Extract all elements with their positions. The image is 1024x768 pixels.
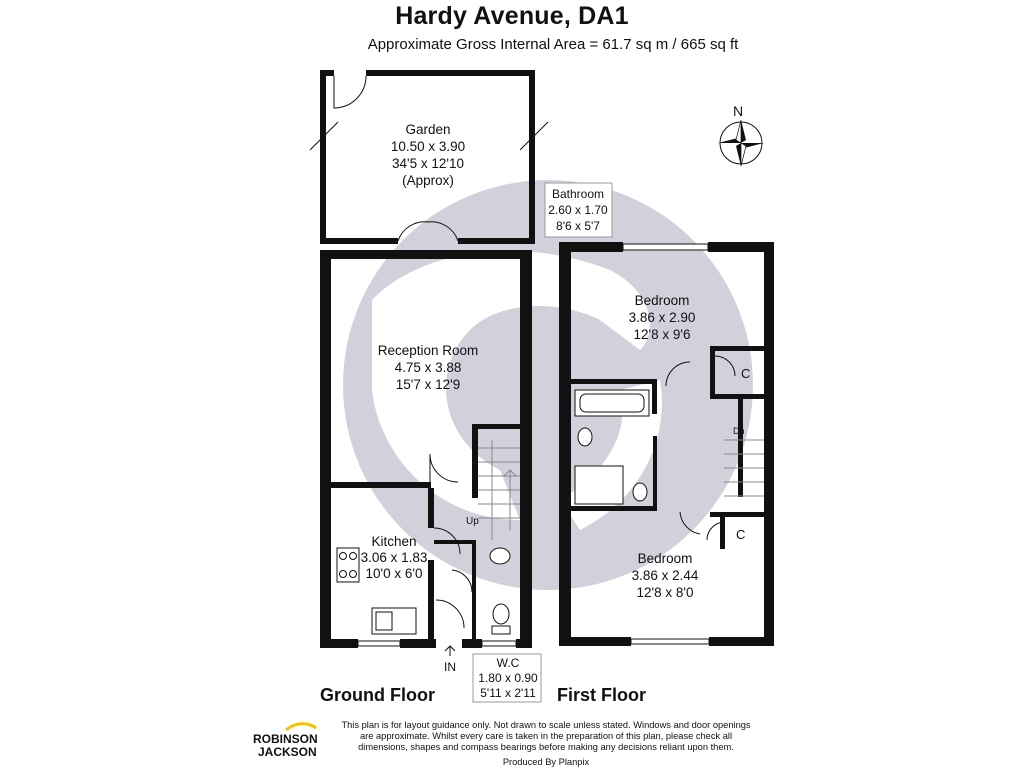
reception-imperial: 15'7 x 12'9 <box>395 377 461 392</box>
bathroom-metric: 2.60 x 1.70 <box>548 203 608 217</box>
garden-label: Garden <box>405 122 451 137</box>
cupboard-label-upper: C <box>741 366 751 381</box>
bedroom-1-metric: 3.86 x 2.90 <box>628 310 696 325</box>
reception-label: Reception Room <box>377 343 479 358</box>
bedroom-2-imperial: 12'8 x 8'0 <box>636 585 694 600</box>
cupboard-label-lower: C <box>736 527 746 542</box>
stairs-up-label: Up <box>466 516 479 527</box>
disclaimer-line-2: are approximate. Whilst every care is taken in the preparation of this plan, please check all <box>359 731 733 741</box>
kitchen-label: Kitchen <box>371 534 417 549</box>
plan-subtitle: Approximate Gross Internal Area = 61.7 sq m / 665 sq ft <box>367 36 739 53</box>
brand-logo <box>253 724 318 759</box>
reception-metric: 4.75 x 3.88 <box>394 360 462 375</box>
bathroom-imperial: 8'6 x 5'7 <box>556 219 600 233</box>
bedroom-1-label: Bedroom <box>634 293 690 308</box>
kitchen-imperial: 10'0 x 6'0 <box>365 566 423 581</box>
brand-line-2: JACKSON <box>258 745 317 759</box>
producer-credit: Produced By Planpix <box>502 757 590 767</box>
bedroom-1-imperial: 12'8 x 9'6 <box>633 327 691 342</box>
stairs-down-label: Dn <box>733 426 745 436</box>
bedroom-2-metric: 3.86 x 2.44 <box>631 568 699 583</box>
garden-metric: 10.50 x 3.90 <box>390 139 466 154</box>
first-floor-label: First Floor <box>557 685 646 705</box>
compass-rose-icon <box>718 120 764 166</box>
disclaimer-line-1: This plan is for layout guidance only. Not drawn to scale unless stated. Windows and door openings <box>341 720 751 730</box>
bedroom-2-label: Bedroom <box>637 551 693 566</box>
plan-title: Hardy Avenue, DA1 <box>395 2 629 30</box>
entrance-label: IN <box>444 660 456 674</box>
garden-imperial: 34'5 x 12'10 <box>392 156 464 171</box>
compass-label: N <box>733 103 744 119</box>
bathroom-label: Bathroom <box>551 187 605 201</box>
garden-note: (Approx) <box>402 173 454 188</box>
brand-line-1: ROBINSON <box>253 732 318 746</box>
disclaimer-text <box>320 720 772 753</box>
wc-imperial: 5'11 x 2'11 <box>480 686 536 700</box>
disclaimer-line-3: dimensions, shapes and compass bearings before making any decisions reliant upon them. <box>358 742 734 752</box>
wc-metric: 1.80 x 0.90 <box>478 671 538 685</box>
ground-floor-label: Ground Floor <box>320 685 435 705</box>
wc-label: W.C <box>496 656 520 670</box>
kitchen-metric: 3.06 x 1.83 <box>360 550 428 565</box>
